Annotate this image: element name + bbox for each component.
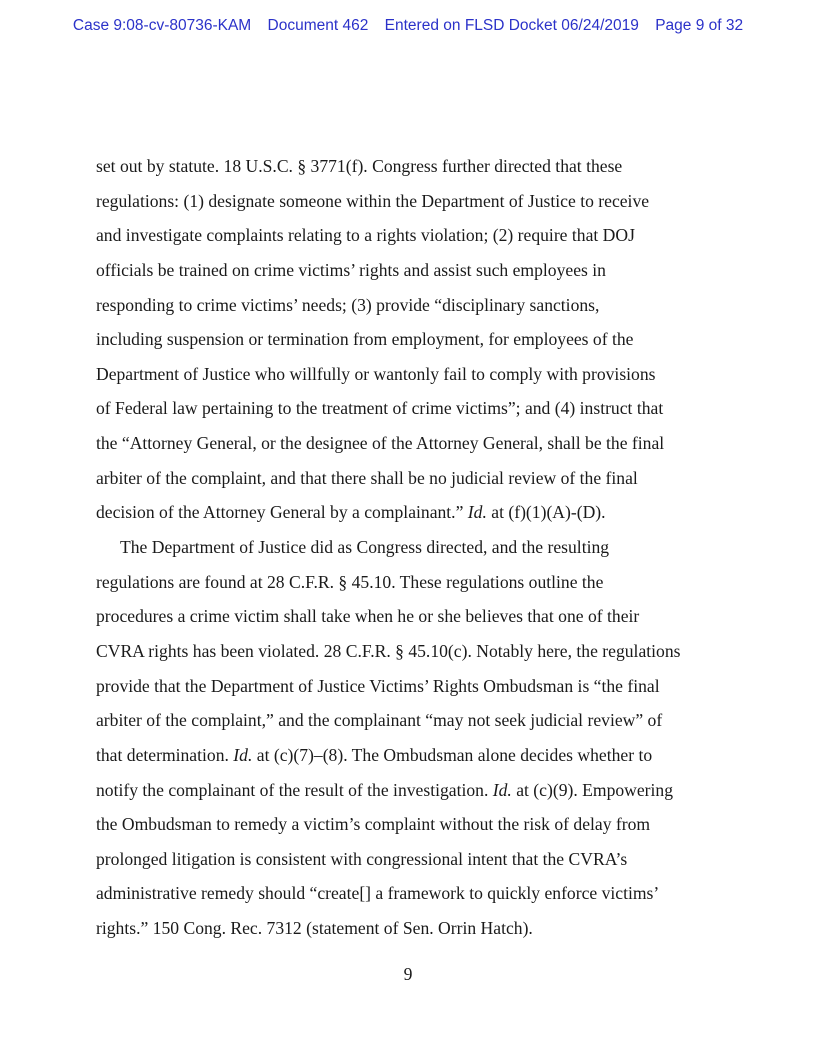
text-line: responding to crime victims’ needs; (3) provide “disciplinary sanctions,: [96, 294, 600, 315]
text-line: the Ombudsman to remedy a victim’s complaint without the risk of delay from: [96, 814, 651, 835]
text-segment: at (f)(1)(A)-(D).: [486, 502, 606, 523]
text-line: of Federal law pertaining to the treatment of crime victims”; and (4) instruct that: [96, 398, 664, 419]
docket-entry: Entered on FLSD Docket 06/24/2019: [384, 17, 639, 34]
text-segment: that determination.: [96, 744, 234, 765]
text-line: the “Attorney General, or the designee of the Attorney General, shall be the final: [96, 433, 665, 454]
text-line: including suspension or termination from employment, for employees of the: [96, 329, 634, 350]
text-segment: at (c)(9). Empowering: [511, 779, 674, 800]
text-line: [96, 773, 736, 808]
text-segment: at (c)(7)–(8). The Ombudsman alone decides whether to: [252, 744, 653, 765]
text-line: officials be trained on crime victims’ rights and assist such employees in: [96, 259, 606, 280]
text-line: arbiter of the complaint, and that there shall be no judicial review of the final: [96, 467, 638, 488]
docket-header: [0, 17, 816, 35]
text-line: set out by statute. 18 U.S.C. § 3771(f). Congress further directed that these: [96, 156, 623, 176]
text-segment: notify the complainant of the result of the investigation.: [96, 779, 493, 800]
text-line: regulations are found at 28 C.F.R. § 45.10. These regulations outline the: [96, 571, 604, 592]
citation-id: Id.: [233, 744, 253, 765]
text-line: Department of Justice who willfully or wantonly fail to comply with provisions: [96, 363, 656, 384]
document-number: Document 462: [267, 17, 369, 34]
paragraph-1: [96, 149, 736, 530]
page-number: 9: [403, 964, 413, 984]
text-line: procedures a crime victim shall take when he or she believes that one of their: [96, 606, 640, 627]
text-line: The Department of Justice did as Congress directed, and the resulting: [120, 537, 610, 558]
text-line: arbiter of the complaint,” and the complainant “may not seek judicial review” of: [96, 710, 663, 731]
text-line: [96, 495, 736, 530]
text-line: CVRA rights has been violated. 28 C.F.R. § 45.10(c). Notably here, the regulations: [96, 640, 681, 661]
citation-id: Id.: [467, 502, 487, 523]
page-count: Page 9 of 32: [655, 17, 744, 34]
text-segment: decision of the Attorney General by a complainant.”: [96, 502, 468, 523]
text-line: [96, 738, 736, 773]
text-line: administrative remedy should “create[] a framework to quickly enforce victims’: [96, 883, 660, 904]
paragraph-2: [96, 530, 736, 946]
citation-id: Id.: [492, 779, 512, 800]
document-body: [96, 149, 736, 946]
text-line: rights.” 150 Cong. Rec. 7312 (statement of Sen. Orrin Hatch).: [96, 918, 533, 939]
text-line: provide that the Department of Justice Victims’ Rights Ombudsman is “the final: [96, 675, 660, 696]
text-line: regulations: (1) designate someone within the Department of Justice to receive: [96, 190, 650, 211]
text-line: prolonged litigation is consistent with congressional intent that the CVRA’s: [96, 848, 628, 869]
case-number: Case 9:08-cv-80736-KAM: [72, 17, 252, 34]
text-line: and investigate complaints relating to a rights violation; (2) require that DOJ: [96, 225, 635, 246]
